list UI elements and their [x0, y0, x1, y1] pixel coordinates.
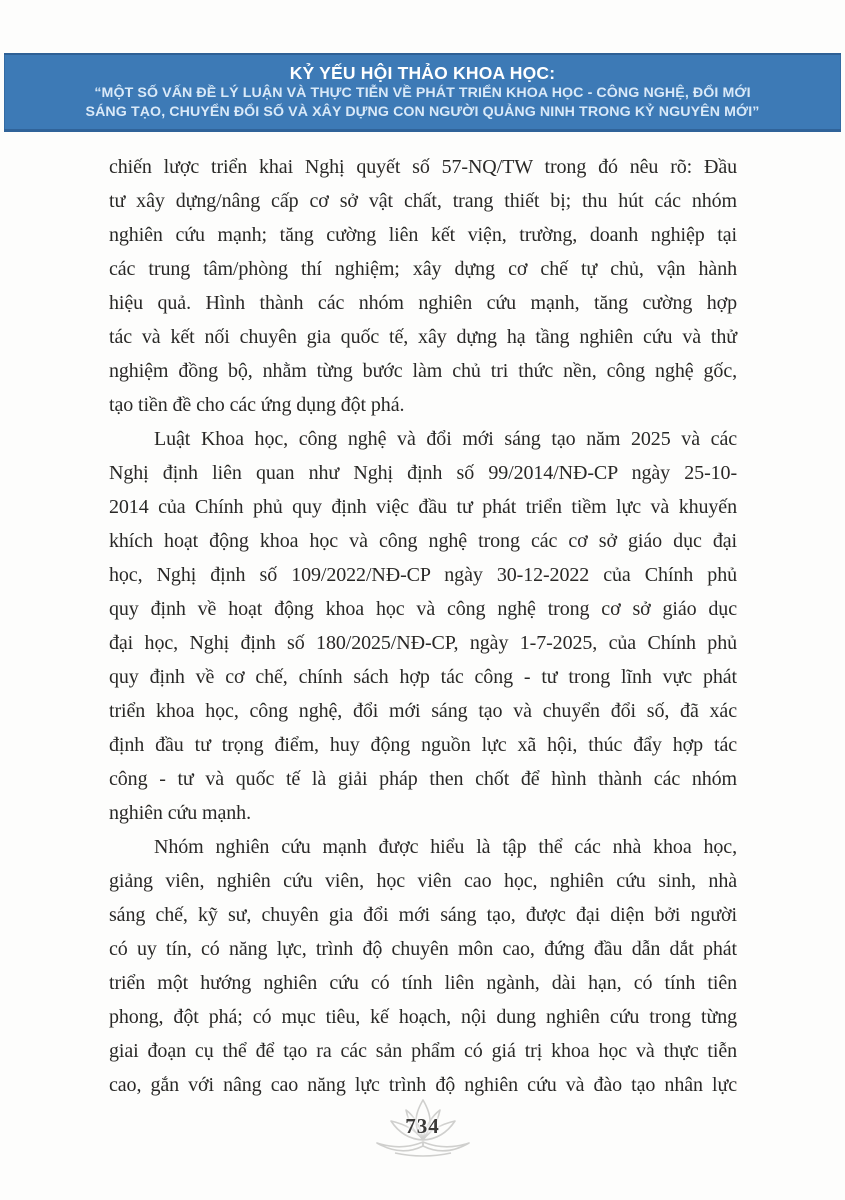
text-line: giảng viên, nghiên cứu viên, học viên cao học, nghiên cứu sinh, nhà [109, 870, 737, 892]
text-line: định đầu tư trọng điểm, huy động nguồn lực xã hội, thúc đẩy hợp tác [109, 734, 737, 756]
text-line: cao, gắn với nâng cao năng lực trình độ nghiên cứu và đào tạo nhân lực [109, 1074, 737, 1096]
text-line: quy định về cơ chế, chính sách hợp tác công - tư trong lĩnh vực phát [109, 666, 737, 688]
conference-subtitle-line2: SÁNG TẠO, CHUYỂN ĐỔI SỐ VÀ XÂY DỰNG CON NGƯỜI QUẢNG NINH TRONG KỶ NGUYÊN MỚI” [85, 104, 760, 120]
text-line: nghiên cứu mạnh; tăng cường liên kết viện, trường, doanh nghiệp tại [109, 224, 737, 246]
text-line: học, Nghị định số 109/2022/NĐ-CP ngày 30-12-2022 của Chính phủ [109, 564, 737, 586]
text-line: Nhóm nghiên cứu mạnh được hiểu là tập thể các nhà khoa học, [154, 836, 737, 858]
text-line: triển khoa học, công nghệ, đổi mới sáng tạo và chuyển đổi số, đã xác [109, 700, 737, 722]
text-line: triển một hướng nghiên cứu có tính liên ngành, dài hạn, có tính tiên [109, 972, 737, 994]
page-number: 734 [405, 1114, 440, 1138]
text-line: các trung tâm/phòng thí nghiệm; xây dựng cơ chế tự chủ, vận hành [109, 258, 737, 280]
text-line: quy định về hoạt động khoa học và công nghệ trong cơ sở giáo dục [109, 598, 737, 620]
text-line: 2014 của Chính phủ quy định việc đầu tư phát triển tiềm lực và khuyến [109, 496, 737, 518]
text-line: tư xây dựng/nâng cấp cơ sở vật chất, trang thiết bị; thu hút các nhóm [109, 190, 737, 212]
text-line: Luật Khoa học, công nghệ và đổi mới sáng tạo năm 2025 và các [154, 428, 737, 450]
text-line: phong, đột phá; có mục tiêu, kế hoạch, nội dung nghiên cứu trong từng [109, 1006, 737, 1028]
text-line: Nghị định liên quan như Nghị định số 99/2014/NĐ-CP ngày 25-10- [109, 462, 737, 484]
conference-subtitle-line1: “MỘT SỐ VẤN ĐỀ LÝ LUẬN VÀ THỰC TIỄN VỀ PHÁT TRIỂN KHOA HỌC - CÔNG NGHỆ, ĐỔI MỚI [94, 84, 751, 101]
paragraph [109, 422, 737, 830]
text-line: sáng chế, kỹ sư, chuyên gia đổi mới sáng tạo, được đại diện bởi người [109, 904, 737, 926]
document-body [109, 150, 737, 1102]
conference-banner [4, 53, 841, 132]
text-line: chiến lược triển khai Nghị quyết số 57-NQ/TW trong đó nêu rõ: Đầu [109, 156, 737, 178]
text-line: hiệu quả. Hình thành các nhóm nghiên cứu mạnh, tăng cường hợp [109, 292, 737, 314]
page-number-ornament [371, 1097, 475, 1159]
text-line: tác và kết nối chuyên gia quốc tế, xây dựng hạ tầng nghiên cứu và thử [109, 326, 737, 348]
paragraph [109, 150, 737, 422]
proceedings-title: KỶ YẾU HỘI THẢO KHOA HỌC: [289, 62, 556, 83]
text-line: giai đoạn cụ thể để tạo ra các sản phẩm có giá trị khoa học và thực tiễn [109, 1040, 737, 1062]
text-line: đại học, Nghị định số 180/2025/NĐ-CP, ngày 1-7-2025, của Chính phủ [109, 632, 737, 654]
paragraph [109, 830, 737, 1102]
text-line: khích hoạt động khoa học và công nghệ trong các cơ sở giáo dục đại [109, 530, 737, 552]
text-line: nghiên cứu mạnh. [109, 802, 251, 824]
text-line: tạo tiền đề cho các ứng dụng đột phá. [109, 394, 405, 416]
page-footer [0, 1093, 845, 1163]
text-line: nghiệm đồng bộ, nhằm từng bước làm chủ tri thức nền, công nghệ gốc, [109, 360, 737, 382]
text-line: công - tư và quốc tế là giải pháp then chốt để hình thành các nhóm [109, 768, 737, 790]
text-line: có uy tín, có năng lực, trình độ chuyên môn cao, đứng đầu dẫn dắt phát [109, 938, 737, 960]
